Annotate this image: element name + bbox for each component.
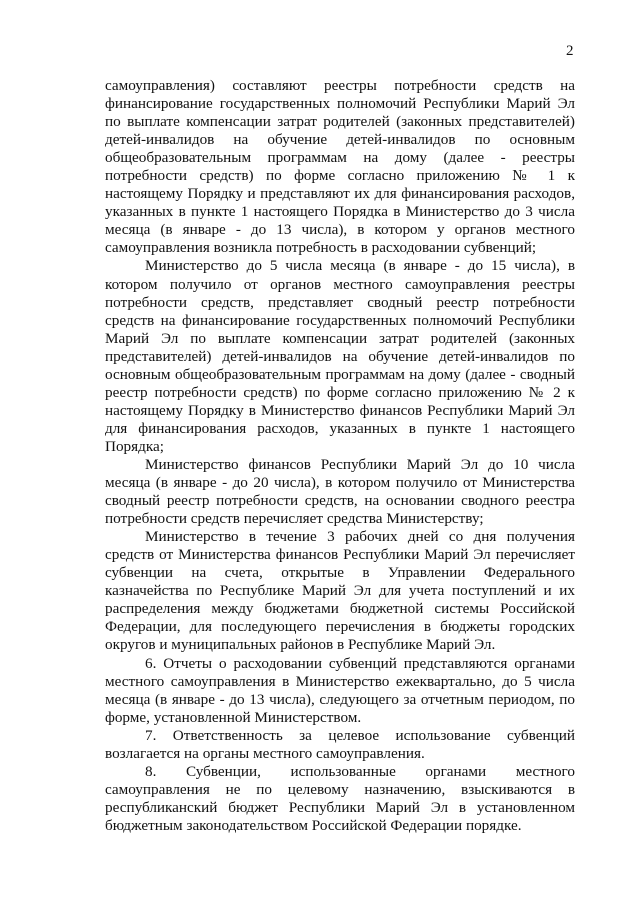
paragraph-consolidated-register: Министерство до 5 числа месяца (в январе - до 15 числа), в котором получило от органов местного самоуправления реестры потребности средств, представляет сводный реестр потребности средств на финансирование государственных полномочий Республики Марий Эл по выплате компенсации затрат родителей (законных представителей) детей-инвалидов на обучение детей-инвалидов по основным общеобразовательным программам на дому (далее - сводный реестр потребности средств) по форме согласно приложению № 2 к настоящему Порядку в Министерство финансов Республики Марий Эл для финансирования расходов, указанных в пункте 1 настоящего Порядка; [105,257,575,455]
paragraph-item-7-responsibility: 7. Ответственность за целевое использование субвенций возлагается на органы местного самоуправления. [105,726,575,762]
paragraph-item-8-recovery: 8. Субвенции, использованные органами местного самоуправления не по целевому назначению, взыскиваются в республиканский бюджет Республики Марий Эл в установленном бюджетным законодательством Российской Федерации порядке. [105,762,575,834]
document-body [105,77,575,835]
paragraph-registers-submission: самоуправления) составляют реестры потребности средств на финансирование государственных полномочий Республики Марий Эл по выплате компенсации затрат родителей (законных представителей) детей-инвалидов на обучение детей-инвалидов по основным общеобразовательным программам на дому (далее - реестры потребности средств) по форме согласно приложению № 1 к настоящему Порядку и представляют их для финансирования расходов, указанных в пункте 1 настоящего Порядка в Министерство до 3 числа месяца (в январе - до 13 числа), в котором у органов местного самоуправления возникла потребность в расходовании субвенций; [105,77,575,257]
page-number: 2 [566,43,574,59]
paragraph-item-6-reports: 6. Отчеты о расходовании субвенций представляются органами местного самоуправления в Министерство ежеквартально, до 5 числа месяца (в январе - до 13 числа), следующего за отчетным периодом, по форме, установленной Министерством. [105,654,575,726]
paragraph-subvention-transfer: Министерство в течение 3 рабочих дней со дня получения средств от Министерства финансов Республики Марий Эл перечисляет субвенции на счета, открытые в Управлении Федерального казначейства по Республике Марий Эл для учета поступлений и их распределения между бюджетами бюджетной системы Российской Федерации, для последующего перечисления в бюджеты городских округов и муниципальных районов в Республике Марий Эл. [105,528,575,654]
paragraph-finance-ministry-transfer: Министерство финансов Республики Марий Эл до 10 числа месяца (в январе - до 20 числа), в котором получило от Министерства сводный реестр потребности средств, на основании сводного реестра потребности средств перечисляет средства Министерству; [105,455,575,528]
